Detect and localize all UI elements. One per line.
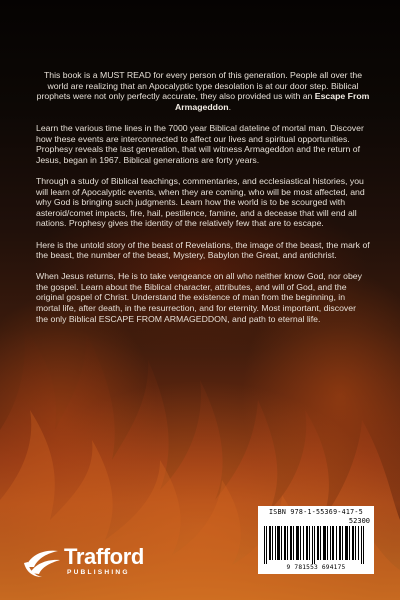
price-code: 52300 bbox=[348, 517, 370, 525]
blurb-paragraph-intro bbox=[36, 70, 370, 112]
publisher-sub: PUBLISHING bbox=[67, 569, 130, 576]
trafford-swirl-icon bbox=[22, 545, 62, 579]
blurb-paragraph-beast: Here is the untold story of the beast of Revelations, the image of the beast, the mark of the beast, the number of the beast, Mystery, Babylon the Great, and antichrist. bbox=[36, 239, 370, 261]
blurb-paragraph-timelines: Learn the various time lines in the 7000 year Biblical dateline of mortal man. Discover how these events are interconnected to affect our lives and spiritual opportunities. Prophesy reveals the last generation, that will witness Armageddon and the return of Jesus, began in 1967. Biblical generations are forty years. bbox=[36, 122, 364, 165]
blurb-paragraph-study: Through a study of Biblical teachings, commentaries, and ecclesiastical histories, you will learn of Apocalyptic events, when they are coming, who will be most affected, and why God is bringing such judgments. Learn how the world is to be scourged with asteroid/comet impacts, fire, hail, pestilence, famine, and a decease that will end all nations. Prophesy gives the identity of the relatively few that are to escape. bbox=[36, 175, 365, 229]
isbn-text: ISBN 978-1-55369-417-5 bbox=[269, 508, 363, 516]
intro-end: . bbox=[228, 101, 231, 112]
publisher-logo bbox=[22, 544, 182, 582]
intro-text: This book is a MUST READ for every person of this generation. People all over the world are realizing that an Apocalyptic type desolation is at our door step. Biblical prophets were not only perfectly accurate, they also provided us with an bbox=[36, 70, 363, 102]
back-cover-blurb bbox=[36, 70, 370, 335]
barcode-bars bbox=[262, 526, 370, 564]
isbn-barcode bbox=[258, 506, 374, 574]
publisher-name: Trafford bbox=[64, 544, 144, 569]
blurb-paragraph-jesus-returns: When Jesus returns, He is to take vengeance on all who neither know God, nor obey the gospel. Learn about the Biblical character, attributes, and will of God, and the original gospel of Christ. Understand the existence of man from the beginning, in mortal life, after death, in the resurrection, and for eternity. Most important, discover the only Biblical ESCAPE FROM ARMAGEDDON, and path to eternal life. bbox=[36, 271, 362, 324]
intro-bold-title: Escape From Armageddon bbox=[175, 91, 370, 112]
ean-digits: 9 781553 694175 bbox=[286, 564, 346, 571]
